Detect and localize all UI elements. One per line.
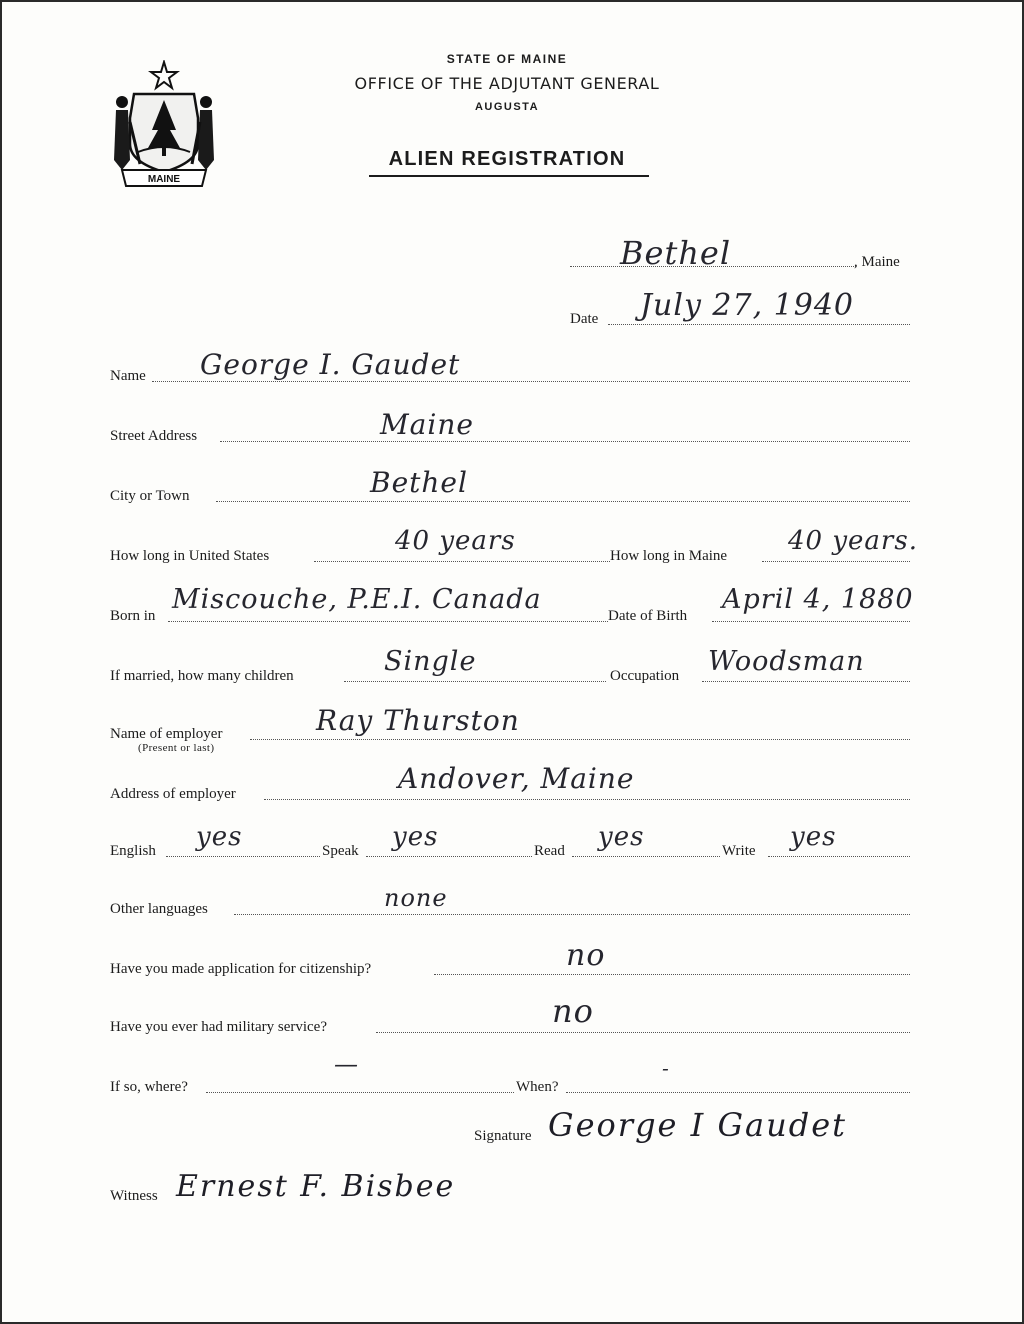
- header-office: OFFICE OF THE ADJUTANT GENERAL: [354, 74, 660, 93]
- when-line: [566, 1092, 910, 1093]
- city-line: [216, 501, 910, 502]
- speak-label: Speak: [322, 843, 359, 859]
- write-value: yes: [790, 822, 837, 852]
- write-line: [768, 856, 910, 857]
- signature-label: Signature: [474, 1128, 532, 1144]
- where-value: —: [334, 1050, 359, 1078]
- english-line: [166, 856, 320, 857]
- title-underline: [369, 175, 649, 177]
- how-long-us-line: [314, 561, 610, 562]
- employer-address-label: Address of employer: [110, 786, 236, 802]
- read-line: [572, 856, 720, 857]
- where-label: If so, where?: [110, 1079, 188, 1095]
- witness-label: Witness: [110, 1188, 158, 1204]
- how-long-maine-label: How long in Maine: [610, 548, 728, 564]
- occupation-value: Woodsman: [708, 646, 865, 677]
- employer-address-value: Andover, Maine: [398, 762, 635, 795]
- born-in-value: Miscouche, P.E.I. Canada: [172, 584, 542, 615]
- city-label: City or Town: [110, 488, 190, 504]
- born-in-label: Born in: [110, 608, 156, 624]
- english-value: yes: [196, 822, 243, 852]
- citizenship-value: no: [566, 938, 606, 973]
- other-languages-line: [234, 914, 910, 915]
- street-line: [220, 441, 910, 442]
- read-label: Read: [534, 843, 565, 859]
- city-value: Bethel: [370, 466, 468, 499]
- read-value: yes: [598, 822, 645, 852]
- svg-text:Ernest F. Bisbee: Ernest F. Bisbee: [176, 1169, 456, 1204]
- street-label: Street Address: [110, 428, 198, 444]
- military-label: Have you ever had military service?: [110, 1019, 327, 1035]
- speak-line: [366, 856, 532, 857]
- witness-signature: [172, 1156, 532, 1216]
- header-state: STATE OF MAINE: [446, 52, 568, 66]
- employer-value: Ray Thurston: [316, 704, 520, 737]
- form-title: ALIEN REGISTRATION: [388, 148, 626, 170]
- when-value: -: [662, 1056, 670, 1080]
- applicant-signature: [544, 1096, 964, 1156]
- children-label: If married, how many children: [110, 668, 294, 684]
- born-in-line: [168, 621, 608, 622]
- date-of-birth-line: [712, 621, 910, 622]
- other-languages-value: none: [384, 884, 448, 912]
- occupation-line: [702, 681, 910, 682]
- place-value: Bethel: [620, 234, 732, 272]
- english-label: English: [110, 843, 156, 859]
- seal-banner-text: MAINE: [147, 174, 181, 185]
- when-label: When?: [516, 1079, 559, 1095]
- date-value: July 27, 1940: [640, 288, 855, 323]
- employer-address-line: [264, 799, 910, 800]
- employer-label: Name of employer: [110, 726, 223, 742]
- name-value: George I. Gaudet: [200, 348, 461, 381]
- date-of-birth-value: April 4, 1880: [722, 584, 914, 615]
- occupation-label: Occupation: [610, 668, 680, 684]
- how-long-maine-line: [762, 561, 910, 562]
- how-long-us-value: 40 years: [395, 526, 516, 556]
- employer-line: [250, 739, 910, 740]
- header-city: AUGUSTA: [474, 101, 540, 113]
- employer-note: (Present or last): [138, 742, 215, 754]
- children-line: [344, 681, 606, 682]
- citizenship-label: Have you made application for citizenship?: [110, 961, 372, 977]
- svg-text:George I Gaudet: George I Gaudet: [548, 1106, 847, 1144]
- date-label: Date: [570, 311, 599, 327]
- how-long-us-label: How long in United States: [110, 548, 270, 564]
- name-line: [152, 381, 910, 382]
- write-label: Write: [722, 843, 756, 859]
- speak-value: yes: [392, 822, 439, 852]
- maine-label: , Maine: [854, 254, 900, 270]
- military-value: no: [552, 992, 594, 1030]
- how-long-maine-value: 40 years.: [788, 526, 918, 556]
- other-languages-label: Other languages: [110, 901, 208, 917]
- citizenship-line: [434, 974, 910, 975]
- name-label: Name: [110, 368, 146, 384]
- date-of-birth-label: Date of Birth: [608, 608, 688, 624]
- date-line: [608, 324, 910, 325]
- children-value: Single: [384, 646, 477, 677]
- street-value: Maine: [380, 408, 474, 441]
- military-line: [376, 1032, 910, 1033]
- where-line: [206, 1092, 514, 1093]
